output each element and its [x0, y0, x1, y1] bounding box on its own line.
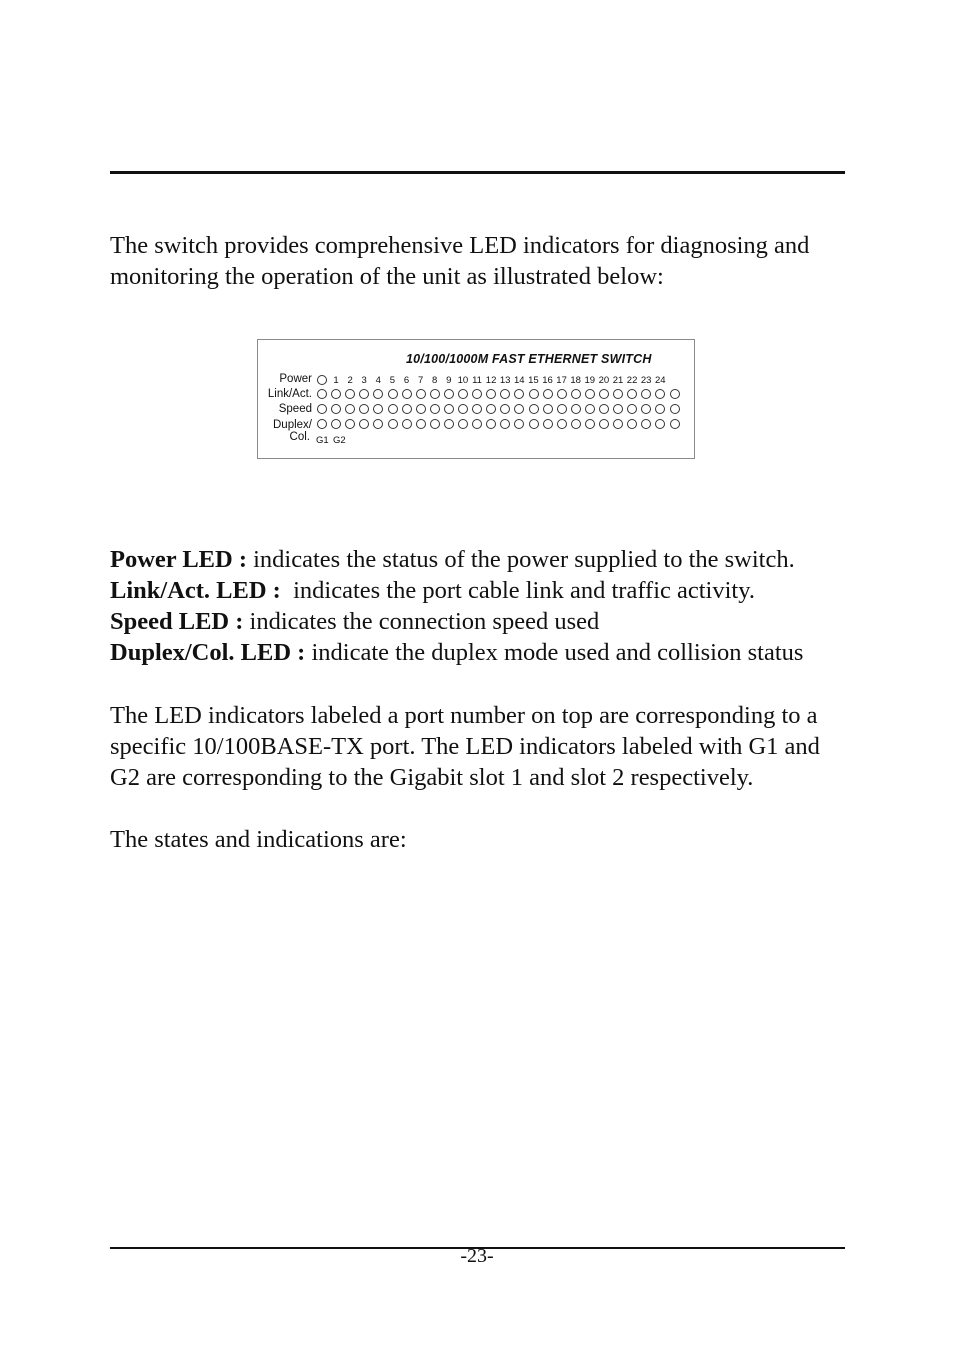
link-act-led	[557, 389, 567, 399]
link-act-led	[430, 389, 440, 399]
g2-label: G2	[333, 435, 346, 446]
led-definitions	[110, 544, 850, 668]
port-number: 6	[403, 375, 410, 386]
speed-led	[402, 404, 412, 414]
port-number: 8	[432, 375, 438, 386]
duplex-col-led	[486, 419, 496, 429]
duplex-col-led	[529, 419, 539, 429]
link-act-led	[388, 389, 398, 399]
port-number: 5	[389, 375, 396, 386]
duplex-col-led	[557, 419, 567, 429]
link-act-led	[472, 389, 482, 399]
speed-led	[670, 404, 680, 414]
port-number: 9	[446, 375, 452, 386]
duplex-col-led	[613, 419, 623, 429]
speed-led	[444, 404, 454, 414]
link-act-led	[486, 389, 496, 399]
led-panel-illustration	[257, 339, 695, 459]
duplex-col-led	[345, 419, 355, 429]
link-act-led	[317, 389, 327, 399]
speed-led	[613, 404, 623, 414]
speed-led	[373, 404, 383, 414]
link-act-led	[444, 389, 454, 399]
link-act-label: Link/Act.	[267, 388, 312, 400]
duplex-col-led	[585, 419, 595, 429]
definition-text: indicate the duplex mode used and collision status	[305, 639, 804, 666]
port-number: 13	[499, 375, 511, 386]
speed-led	[655, 404, 665, 414]
port-number: 2	[347, 375, 353, 386]
port-number: 14	[514, 375, 525, 386]
port-number: 19	[584, 375, 596, 386]
definition-link-act	[110, 575, 850, 606]
link-act-led	[529, 389, 539, 399]
speed-led	[430, 404, 440, 414]
definition-speed	[110, 606, 850, 637]
definition-power	[110, 544, 850, 575]
speed-led	[514, 404, 524, 414]
definition-term: Speed LED :	[110, 608, 244, 635]
port-number: 3	[361, 375, 367, 386]
link-act-led	[585, 389, 595, 399]
link-act-led	[359, 389, 369, 399]
speed-led	[331, 404, 341, 414]
ports-line-2: specific 10/100BASE-TX port. The LED indicators labeled with G1 and	[110, 733, 820, 760]
link-act-led	[543, 389, 553, 399]
definition-duplex-col	[110, 637, 850, 668]
speed-led	[627, 404, 637, 414]
duplex-col-led	[458, 419, 468, 429]
speed-led	[571, 404, 581, 414]
port-number: 11	[472, 375, 482, 386]
duplex-col-led	[402, 419, 412, 429]
speed-led	[557, 404, 567, 414]
power-label: Power	[279, 373, 312, 385]
link-act-led	[571, 389, 581, 399]
definition-text: indicates the port cable link and traffic activity.	[280, 577, 756, 604]
speed-led	[388, 404, 398, 414]
link-act-led	[613, 389, 623, 399]
panel-title: 10/100/1000M FAST ETHERNET SWITCH	[406, 352, 652, 366]
speed-led	[416, 404, 426, 414]
ports-paragraph	[110, 700, 850, 793]
port-number: 20	[598, 375, 610, 386]
port-number: 22	[626, 375, 638, 386]
speed-led	[599, 404, 609, 414]
intro-line-2: monitoring the operation of the unit as illustrated below:	[110, 263, 664, 290]
duplex-col-led	[416, 419, 426, 429]
duplex-col-led	[317, 419, 327, 429]
header-rule	[110, 171, 845, 174]
duplex-col-led	[655, 419, 665, 429]
link-act-led	[402, 389, 412, 399]
speed-led	[359, 404, 369, 414]
duplex-col-led	[500, 419, 510, 429]
duplex-col-led	[430, 419, 440, 429]
intro-line-1: The switch provides comprehensive LED indicators for diagnosing and	[110, 232, 810, 259]
link-act-led	[345, 389, 355, 399]
power-led	[317, 375, 327, 385]
duplex-col-led	[670, 419, 680, 429]
link-act-led	[458, 389, 468, 399]
port-number: 24	[655, 375, 666, 386]
port-number: 17	[556, 375, 567, 386]
states-paragraph: The states and indications are:	[110, 826, 407, 853]
port-number: 7	[417, 375, 424, 386]
port-number: 1	[333, 375, 339, 386]
duplex-col-led	[388, 419, 398, 429]
port-number: 12	[485, 375, 497, 386]
port-number: 15	[528, 375, 539, 386]
speed-led	[458, 404, 468, 414]
duplex-col-led	[514, 419, 524, 429]
definition-term: Power LED :	[110, 546, 247, 573]
link-act-led	[599, 389, 609, 399]
duplex-col-led	[472, 419, 482, 429]
port-number: 18	[570, 375, 581, 386]
definition-text: indicates the connection speed used	[243, 608, 600, 635]
duplex-col-led	[571, 419, 581, 429]
speed-led	[317, 404, 327, 414]
duplex-label: Duplex/	[273, 419, 312, 431]
port-number: 4	[375, 375, 381, 386]
duplex-col-led	[641, 419, 651, 429]
speed-led	[585, 404, 595, 414]
link-act-led	[500, 389, 510, 399]
duplex-col-led	[543, 419, 553, 429]
speed-led	[543, 404, 553, 414]
speed-led	[529, 404, 539, 414]
duplex-col-led	[444, 419, 454, 429]
intro-paragraph	[110, 230, 850, 292]
link-act-led	[670, 389, 680, 399]
link-act-led	[416, 389, 426, 399]
definition-term: Link/Act. LED :	[110, 577, 281, 604]
definition-term: Duplex/Col. LED :	[110, 639, 306, 666]
duplex-col-led	[331, 419, 341, 429]
link-act-led	[331, 389, 341, 399]
link-act-led	[641, 389, 651, 399]
link-act-led	[514, 389, 524, 399]
speed-led	[500, 404, 510, 414]
port-number: 23	[640, 375, 652, 386]
ports-line-3: G2 are corresponding to the Gigabit slot 1 and slot 2 respectively.	[110, 764, 754, 791]
g1-label: G1	[316, 435, 329, 446]
link-act-led	[373, 389, 383, 399]
duplex-col-led	[627, 419, 637, 429]
speed-led	[345, 404, 355, 414]
link-act-led	[655, 389, 665, 399]
speed-label: Speed	[278, 403, 312, 415]
speed-led	[472, 404, 482, 414]
duplex-col-led	[359, 419, 369, 429]
duplex-col-led	[373, 419, 383, 429]
ports-line-1: The LED indicators labeled a port number on top are corresponding to a	[110, 702, 818, 729]
link-act-led	[627, 389, 637, 399]
col-label: Col.	[289, 431, 310, 443]
page-number: -23-	[460, 1245, 494, 1267]
speed-led	[486, 404, 496, 414]
duplex-col-led	[599, 419, 609, 429]
port-number: 10	[457, 375, 469, 386]
port-number: 21	[612, 375, 624, 386]
definition-text: indicates the status of the power supplied to the switch.	[247, 546, 795, 573]
speed-led	[641, 404, 651, 414]
port-number: 16	[542, 375, 553, 386]
